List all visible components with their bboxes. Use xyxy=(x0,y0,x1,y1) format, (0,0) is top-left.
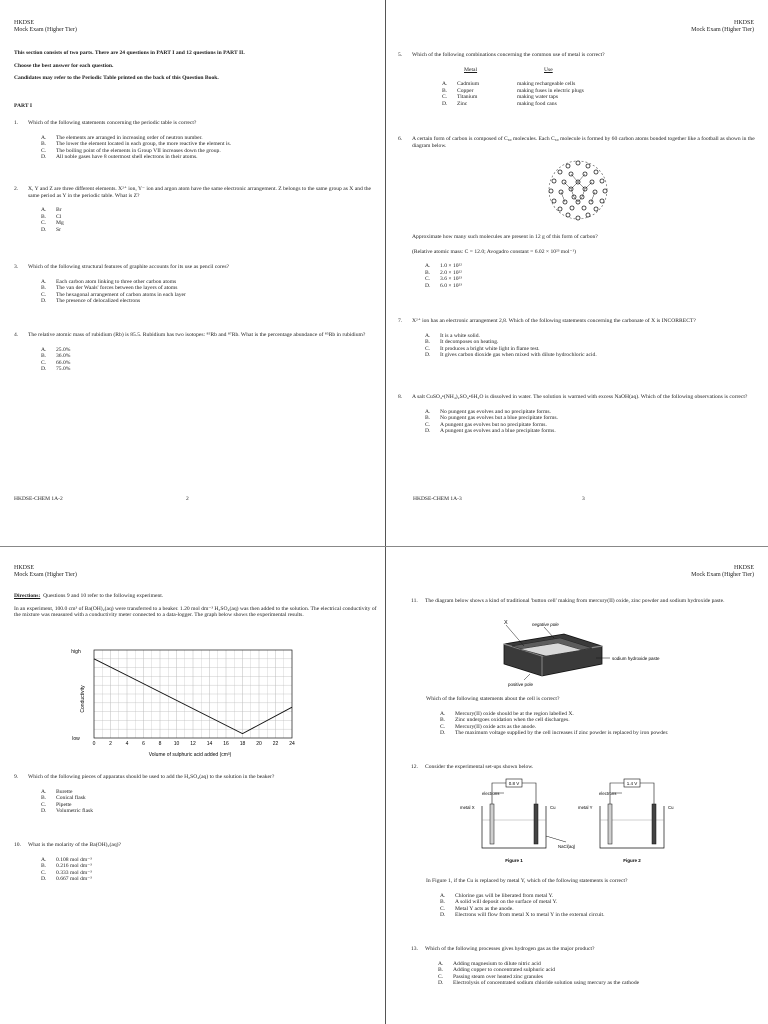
option-b[interactable]: B. 0.216 mol dm⁻³ xyxy=(41,863,92,870)
question-11-prompt: Which of the following statements about the cell is correct? A. Mercury(II) oxide should be at the region labelled X. B. Zinc undergoes oxidation when the cell discharges. C. Mercury(II) oxide acts as the anode. D. The maximum voltage supplied by the cell increases if zinc powder is replaced by iron powder. xyxy=(426,696,761,737)
cu-label-1: Cu xyxy=(550,805,556,810)
metal-y-label-2: metal Y xyxy=(578,805,593,810)
label-sodium-hydroxide: sodium hydroxide paste xyxy=(612,656,660,661)
option-c[interactable]: C. Passing steam over heated zinc granules xyxy=(438,973,543,980)
question-3: 3. Which of the following structural features of graphite accounts for its use as pencil cores? A. Each carbon atom linking to three other carbon atoms B. The van der Waals' forces between the layers of atoms C. The hexagonal arrangement of carbon atoms in each layer D. The presence of delocalized electrons xyxy=(14,264,374,305)
metal-x-label-1: metal X xyxy=(460,805,475,810)
option-c[interactable]: C. Mg xyxy=(41,220,64,227)
option-d[interactable]: D. Sr xyxy=(41,226,61,233)
c60-molecule-diagram xyxy=(546,158,610,222)
options xyxy=(438,961,756,987)
button-cell-diagram xyxy=(494,616,694,694)
table-header: Metal Use xyxy=(464,66,553,73)
chart-grid xyxy=(94,650,292,738)
label-positive-pole: positive pole xyxy=(508,682,534,687)
footer-code: HKDSE-CHEM 1A-3 xyxy=(413,496,462,502)
option-c[interactable]: C. A pungent gas evolves but no precipitate forms. xyxy=(425,421,547,428)
options xyxy=(41,789,378,815)
option-b[interactable]: B. The lower the element located in each group, the more reactive the element is. xyxy=(41,141,232,148)
part-title: PART I xyxy=(14,103,33,109)
x-tick-label: 22 xyxy=(272,741,279,747)
label-x: X xyxy=(504,620,508,626)
question-4: 4. The relative atomic mass of rubidium (Rb) is 85.5. Rubidium has two isotopes: ⁸⁵Rb and ⁸⁷Rb. What is the percentage abundance of ⁸⁵Rb in rubidium? A. 25.0% B. 36.0% C. 66.0% D. 75.0% xyxy=(14,332,374,373)
x-tick-label: 16 xyxy=(223,741,229,747)
option-c[interactable]: C. Titanium making water taps xyxy=(442,94,559,101)
option-b[interactable]: B. No pungent gas evolves but a blue precipitate forms. xyxy=(425,415,558,422)
x-tick-label: 12 xyxy=(190,741,196,747)
chart-ticks xyxy=(93,741,295,747)
label-negative-pole: negative pole xyxy=(532,622,559,627)
option-c[interactable]: C. The boiling point of the elements in Group VII increases down the group. xyxy=(41,147,221,154)
options xyxy=(41,347,374,373)
option-d[interactable]: D. Electrolysis of concentrated sodium chloride solution using mercury as the cathode xyxy=(438,980,640,987)
options xyxy=(425,333,760,359)
option-b[interactable]: B. 36.0% xyxy=(41,353,71,360)
option-b[interactable]: B. The van der Waals' forces between the layers of atoms xyxy=(41,285,178,292)
x-tick-label: 8 xyxy=(158,741,162,747)
page-2 xyxy=(0,0,384,512)
page-header: HKDSE Mock Exam (Higher Tier) xyxy=(14,20,77,33)
option-a[interactable]: A. Each carbon atom linking to three other carbon atoms xyxy=(41,278,177,285)
options xyxy=(41,135,374,161)
x-tick-label: 10 xyxy=(173,741,180,747)
option-d[interactable]: D. All noble gases have 8 outermost shell electrons in their atoms. xyxy=(41,154,198,161)
conductivity-chart xyxy=(60,644,300,758)
question-5: 5. Which of the following combinations concerning the common use of metal is correct? Metal Use A. Cadmium making rechargeable cells B. Copper making fuses in electric plugs C. Titanium making water taps D. Zinc making food cans xyxy=(398,52,758,108)
option-b[interactable]: B. Copper making fuses in electric plugs xyxy=(442,87,584,94)
page-header: HKDSE Mock Exam (Higher Tier) xyxy=(14,565,77,578)
x-tick-label: 2 xyxy=(109,741,112,747)
x-tick-label: 18 xyxy=(239,741,246,747)
options xyxy=(41,207,374,233)
x-tick-label: 14 xyxy=(206,741,213,747)
option-a[interactable]: A. The elements are arranged in increasing order of neutron number. xyxy=(41,134,203,141)
page-header: HKDSE Mock Exam (Higher Tier) xyxy=(691,565,754,578)
instructions: This section consists of two parts. There are 24 questions in PART I and 12 questions in PART II. Choose the best answer for each question. Candidates may refer to the Periodic Table printed on the back of this Question Book. xyxy=(14,50,245,82)
question-13: 13. Which of the following processes gives hydrogen gas as the major product? A. Adding magnesium to dilute nitric acid B. Adding copper to concentrated sulphuric acid C. Passing steam over heated zinc granules D. Electrolysis of concentrated sodium chloride solution using mercury as the cathode xyxy=(411,946,756,987)
directions: Directions: Questions 9 and 10 refer to the following experiment. In an experiment, 100.0 cm³ of Ba(OH)₂(aq) were transferred to a beaker. 1.20 mol dm⁻³ H₂SO₄(aq) was then added to the solution. The electrical conductivity of the mixture was measured with a conductivity meter connected to a data-logger. The graph below shows the experimental results. xyxy=(14,593,377,619)
voltmeter-2-reading: 1.4 V xyxy=(626,781,638,786)
question-6-prompt: Approximate how many such molecules are present in 12 g of this form of carbon? (Relative atomic mass: C = 12.0; Avogadro constant = 6.02 × 10²³ mol⁻¹) A. 1.0 × 10²² B. 2.0 × 10²² C. 3.6 × 10²³ D. 6.0 × 10²³ xyxy=(412,234,762,290)
option-b[interactable]: B. It decomposes on heating. xyxy=(425,339,499,346)
electrons-label-2: electrons xyxy=(599,791,617,796)
nacl-label: NaCl(aq) xyxy=(558,844,576,849)
option-c[interactable]: C. 0.333 mol dm⁻³ xyxy=(41,869,92,876)
question-7: 7. X²⁺ ion has an electronic arrangement 2,8. Which of the following statements concerning the carbonate of X is INCORRECT? A. It is a white solid. B. It decomposes on heating. C. It produces a bright white light in flame test. D. It gives carbon dioxide gas when mixed with dilute hydrochloric acid. xyxy=(398,318,760,359)
question-1: 1. Which of the following statements concerning the periodic table is correct? A. The elements are arranged in increasing order of neutron number. B. The lower the element located in each group, the more reactive the element is. C. The boiling point of the elements in Group VII increases down the group. D. All noble gases have 8 outermost shell electrons in their atoms. xyxy=(14,120,374,161)
footer-page-number: 2 xyxy=(186,496,189,502)
option-c[interactable]: C. Metal Y acts as the anode. xyxy=(440,905,514,912)
question-2: 2. X, Y and Z are three different elements. X²⁺ ion, Y⁻ ion and argon atom have the same electronic arrangement. Z belongs to the same group as X and the same period as Y in the periodic table. What is Z? A. Br B. Cl C. Mg D. Sr xyxy=(14,186,374,234)
question-12: 12. Consider the experimental set-ups shown below. xyxy=(411,764,534,770)
options xyxy=(440,711,761,737)
option-c[interactable]: C. 3.6 × 10²³ xyxy=(425,276,462,283)
option-d[interactable]: D. A pungent gas evolves and a blue precipitate forms. xyxy=(425,428,556,435)
electrons-label-1: electrons xyxy=(482,791,500,796)
option-b[interactable]: B. A solid will deposit on the surface of metal Y. xyxy=(440,899,558,906)
option-a[interactable]: A. It is a white solid. xyxy=(425,332,480,339)
y-low-label: low xyxy=(72,736,80,742)
question-9: 9. Which of the following pieces of apparatus should be used to add the H₂SO₄(aq) to the solution in the beaker? A. Burette B. Conical flask C. Pipette D. Volumetric flask xyxy=(14,774,378,815)
x-tick-label: 4 xyxy=(125,741,129,747)
page-5 xyxy=(384,512,768,1024)
option-d[interactable]: D. Zinc making food cans xyxy=(442,100,557,107)
footer-page-number: 3 xyxy=(582,496,585,502)
option-b[interactable]: B. Cl xyxy=(41,213,62,220)
option-d[interactable]: D. The maximum voltage supplied by the cell increases if zinc powder is replaced by iron powder. xyxy=(440,730,669,737)
options xyxy=(425,263,762,289)
page-header: HKDSE Mock Exam (Higher Tier) xyxy=(691,20,754,33)
question-6: 6. A certain form of carbon is composed of C₆₀ molecules. Each C₆₀ molecule is formed by 60 carbon atoms bonded together like a football as shown in the diagram below. xyxy=(398,136,755,149)
option-d[interactable]: D. 75.0% xyxy=(41,366,71,373)
option-d[interactable]: D. The presence of delocalized electrons xyxy=(41,298,141,305)
option-c[interactable]: C. 66.0% xyxy=(41,359,71,366)
option-d[interactable]: D. 6.0 × 10²³ xyxy=(425,282,462,289)
cu-label-2: Cu xyxy=(668,805,674,810)
options xyxy=(41,279,374,305)
option-a[interactable]: A. 25.0% xyxy=(41,346,71,353)
page-4 xyxy=(0,512,384,1024)
x-tick-label: 6 xyxy=(142,741,145,747)
figure-2-caption: Figure 2 xyxy=(623,858,641,863)
option-b[interactable]: B. Zinc undergoes oxidation when the cell discharges. xyxy=(440,717,570,724)
option-d[interactable]: D. 0.667 mol dm⁻³ xyxy=(41,876,92,883)
options xyxy=(41,857,378,883)
option-b[interactable]: B. Adding copper to concentrated sulphuric acid xyxy=(438,967,556,974)
y-high-label: high xyxy=(71,649,81,655)
options xyxy=(442,81,758,107)
option-d[interactable]: D. Electrons will flow from metal X to metal Y in the external circuit. xyxy=(440,912,605,919)
options xyxy=(425,409,760,435)
electrochemical-setups-diagram xyxy=(454,776,704,870)
option-c[interactable]: C. Mercury(II) oxide acts as the anode. xyxy=(440,723,537,730)
y-axis-label: Conductivity xyxy=(80,685,86,713)
option-b[interactable]: B. 2.0 × 10²² xyxy=(425,269,462,276)
option-a[interactable]: A. Cadmium making rechargeable cells xyxy=(442,81,576,88)
option-a[interactable]: A. Mercury(II) oxide should be at the region labelled X. xyxy=(440,710,574,717)
question-11: 11. The diagram below shows a kind of traditional 'button cell' making from mercury(II) oxide, zinc powder and sodium hydroxide paste. xyxy=(411,598,725,604)
option-a[interactable]: A. No pungent gas evolves and no precipitate forms. xyxy=(425,408,551,415)
option-c[interactable]: C. Pipette xyxy=(41,801,72,808)
question-10: 10. What is the molarity of the Ba(OH)₂(aq)? A. 0.108 mol dm⁻³ B. 0.216 mol dm⁻³ C. 0.333 mol dm⁻³ D. 0.667 mol dm⁻³ xyxy=(14,842,378,883)
question-12-prompt: In Figure 1, if the Cu is replaced by metal Y, which of the following statements is correct? A. Chlorine gas will be liberated from metal Y. B. A solid will deposit on the surface of metal Y. C. Metal Y acts as the anode. D. Electrons will flow from metal X to metal Y in the external circuit. xyxy=(426,878,761,919)
x-tick-label: 0 xyxy=(92,741,96,747)
voltmeter-1-reading: 0.8 V xyxy=(508,781,520,786)
x-axis-label: Volume of sulphuric acid added (cm³) xyxy=(148,752,232,758)
options xyxy=(440,893,761,919)
option-a[interactable]: A. Adding magnesium to dilute nitric acid xyxy=(438,960,541,967)
figure-2-setup xyxy=(578,779,674,863)
option-a[interactable]: A. Chlorine gas will be liberated from metal Y. xyxy=(440,892,554,899)
option-a[interactable]: A. Burette xyxy=(41,788,73,795)
option-a[interactable]: A. Br xyxy=(41,207,62,214)
footer-code: HKDSE-CHEM 1A-2 xyxy=(14,496,63,502)
question-8: 8. A salt CuSO₄•(NH₄)₂SO₄•6H₂O is dissolved in water. The solution is warmed with excess NaOH(aq). Which of the following observations is correct? A. No pungent gas evolves and no precipitate forms. B. No pungent gas evolves but a blue precipitate forms. C. A pungent gas evolves but no precipitate forms. D. A pungent gas evolves and a blue precipitate forms. xyxy=(398,394,760,435)
figure-1-caption: Figure 1 xyxy=(505,858,523,863)
option-c[interactable]: C. It produces a bright white light in flame test. xyxy=(425,345,540,352)
option-a[interactable]: A. 1.0 × 10²² xyxy=(425,263,462,270)
option-b[interactable]: B. Conical flask xyxy=(41,795,86,802)
figure-1-setup xyxy=(460,779,556,863)
x-tick-label: 20 xyxy=(256,741,262,747)
page-3 xyxy=(384,0,768,512)
option-a[interactable]: A. 0.108 mol dm⁻³ xyxy=(41,856,92,863)
option-d[interactable]: D. It gives carbon dioxide gas when mixed with dilute hydrochloric acid. xyxy=(425,352,597,359)
option-d[interactable]: D. Volumetric flask xyxy=(41,808,94,815)
x-tick-label: 24 xyxy=(289,741,295,747)
option-c[interactable]: C. The hexagonal arrangement of carbon atoms in each layer xyxy=(41,291,186,298)
